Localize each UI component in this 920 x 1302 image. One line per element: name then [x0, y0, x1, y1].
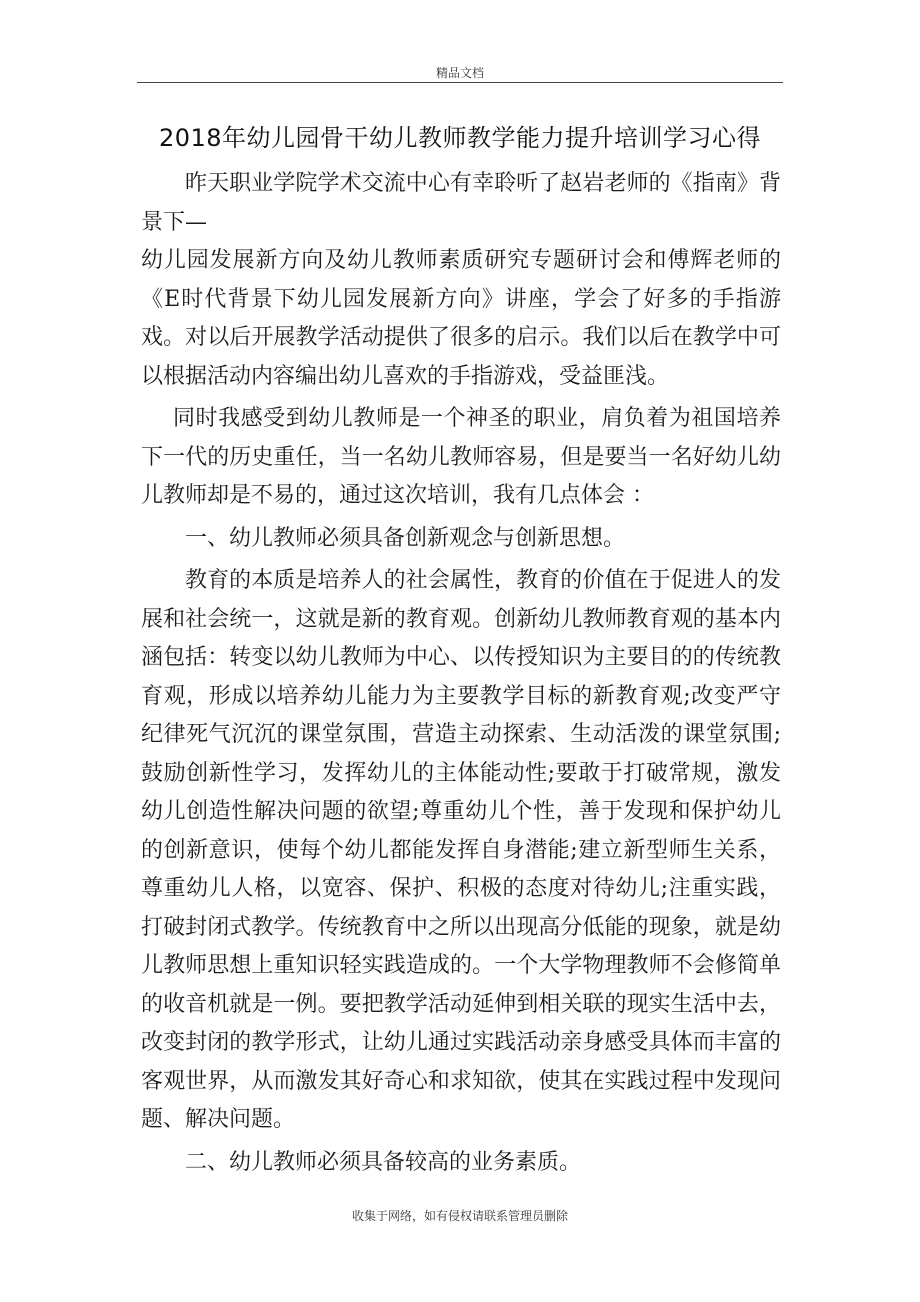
document-body — [141, 165, 781, 1182]
document-title: 2018年幼儿园骨干幼儿教师教学能力提升培训学习心得 — [158, 124, 762, 152]
paragraph-4: 教育的本质是培养人的社会属性，教育的价值在于促进人的发展和社会统一，这就是新的教育观。创新幼儿教师教育观的基本内涵包括：转变以幼儿教师为中心、以传授知识为主要目的的传统教育观，形成以培养幼儿能力为主要教学目标的新教育观;改变严守纪律死气沉沉的课堂氛围，营造主动探索、生动活泼的课堂氛围;鼓励创新性学习，发挥幼儿的主体能动性;要敢于打破常规，激发幼儿创造性解决问题的欲望;尊重幼儿个性，善于发现和保护幼儿的创新意识，使每个幼儿都能发挥自身潜能;建立新型师生关系，尊重幼儿人格，以宽容、保护、积极的态度对待幼儿;注重实践，打破封闭式教学。传统教育中之所以出现高分低能的现象，就是幼儿教师思想上重知识轻实践造成的。一个大学物理教师不会修简单的收音机就是一例。要把教学活动延伸到相关联的现实生活中去，改变封闭的教学形式，让幼儿通过实践活动亲身感受具体而丰富的客观世界，从而激发其好奇心和求知欲，使其在实践过程中发现问题、解决问题。 — [141, 568, 781, 1132]
paragraph-1: 昨天职业学院学术交流中心有幸聆听了赵岩老师的《指南》背景下— — [141, 171, 781, 235]
page-header: 精品文档 — [435, 66, 484, 80]
paragraph-3: 同时我感受到幼儿教师是一个神圣的职业，肩负着为祖国培养下一代的历史重任，当一名幼儿教师容易，但是要当一名好幼儿幼儿教师却是不易的，通过这次培训，我有几点体会 ： — [141, 406, 781, 508]
section-heading-1: 一、幼儿教师必须具备创新观念与创新思想。 — [185, 525, 626, 551]
page-footer: 收集于网络，如有侵权请联系管理员删除 — [351, 1209, 568, 1223]
section-heading-2: 二、幼儿教师必须具备较高的业务素质。 — [185, 1149, 582, 1175]
paragraph-2: 幼儿园发展新方向及幼儿教师素质研究专题研讨会和傅辉老师的《E时代背景下幼儿园发展新方向》讲座，学会了好多的手指游戏。对以后开展教学活动提供了很多的启示。我们以后在教学中可以根据活动内容编出幼儿喜欢的手指游戏，受益匪浅。 — [141, 248, 781, 389]
header-divider — [137, 82, 783, 83]
